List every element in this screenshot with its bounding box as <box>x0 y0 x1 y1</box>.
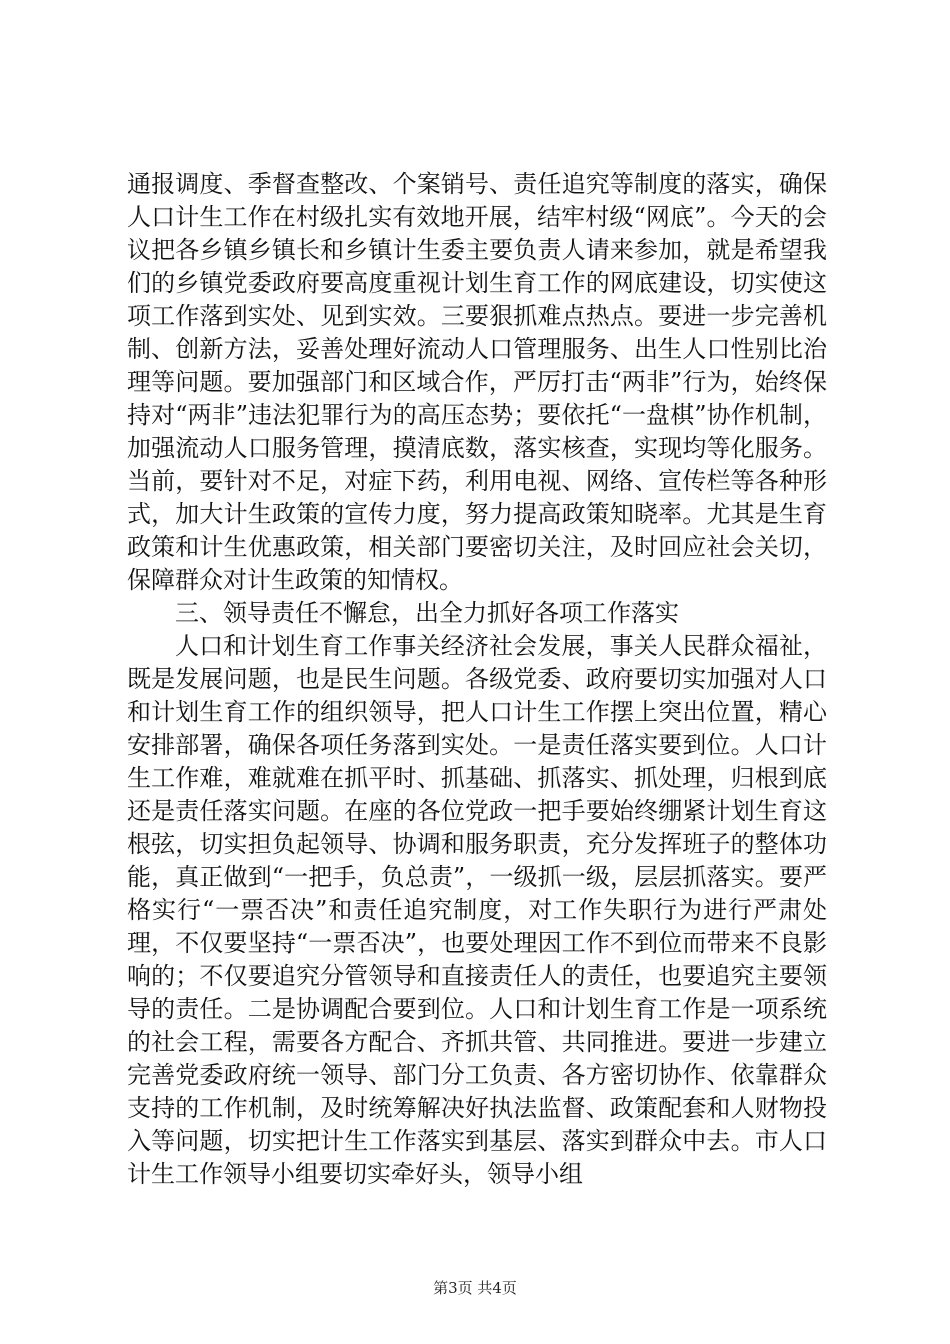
body-paragraph-continued: 通报调度、季督查整改、个案销号、责任追究等制度的落实，确保人口计生工作在村级扎实有效地开展，结牢村级“网底”。今天的会议把各乡镇乡镇长和乡镇计生委主要负责人请来参加，就是希望我们的乡镇党委政府要高度重视计划生育工作的网底建设，切实使这项工作落到实处、见到实效。三要狠抓难点热点。要进一步完善机制、创新方法，妥善处理好流动人口管理服务、出生人口性别比治理等问题。要加强部门和区域合作，严厉打击“两非”行为，始终保持对“两非”违法犯罪行为的高压态势；要依托“一盘棋”协作机制，加强流动人口服务管理，摸清底数，落实核查，实现均等化服务。当前，要针对不足，对症下药，利用电视、网络、宣传栏等各种形式，加大计生政策的宣传力度，努力提高政策知晓率。尤其是生育政策和计生优惠政策，相关部门要密切关注，及时回应社会关切，保障群众对计生政策的知情权。 <box>127 170 827 594</box>
section-heading: 三、领导责任不懈怠，出全力抓好各项工作落实 <box>175 599 679 627</box>
document-body <box>127 168 827 1191</box>
page-number-footer: 第3页 共4页 <box>433 1279 517 1297</box>
body-paragraph: 人口和计划生育工作事关经济社会发展，事关人民群众福祉，既是发展问题，也是民生问题。各级党委、政府要切实加强对人口和计划生育工作的组织领导，把人口计生工作摆上突出位置，精心安排部署，确保各项任务落到实处。一是责任落实要到位。人口计生工作难，难就难在抓平时、抓基础、抓落实、抓处理，归根到底还是责任落实问题。在座的各位党政一把手要始终绷紧计划生育这根弦，切实担负起领导、协调和服务职责，充分发挥班子的整体功能，真正做到“一把手，负总责”，一级抓一级，层层抓落实。要严格实行“一票否决”和责任追究制度，对工作失职行为进行严肃处理，不仅要坚持“一票否决”，也要处理因工作不到位而带来不良影响的；不仅要追究分管领导和直接责任人的责任，也要追究主要领导的责任。二是协调配合要到位。人口和计划生育工作是一项系统的社会工程，需要各方配合、齐抓共管、共同推进。要进一步建立完善党委政府统一领导、部门分工负责、各方密切协作、依靠群众支持的工作机制，及时统筹解决好执法监督、政策配套和人财物投入等问题，切实把计生工作落实到基层、落实到群众中去。市人口计生工作领导小组要切实牵好头，领导小组 <box>127 632 827 1188</box>
